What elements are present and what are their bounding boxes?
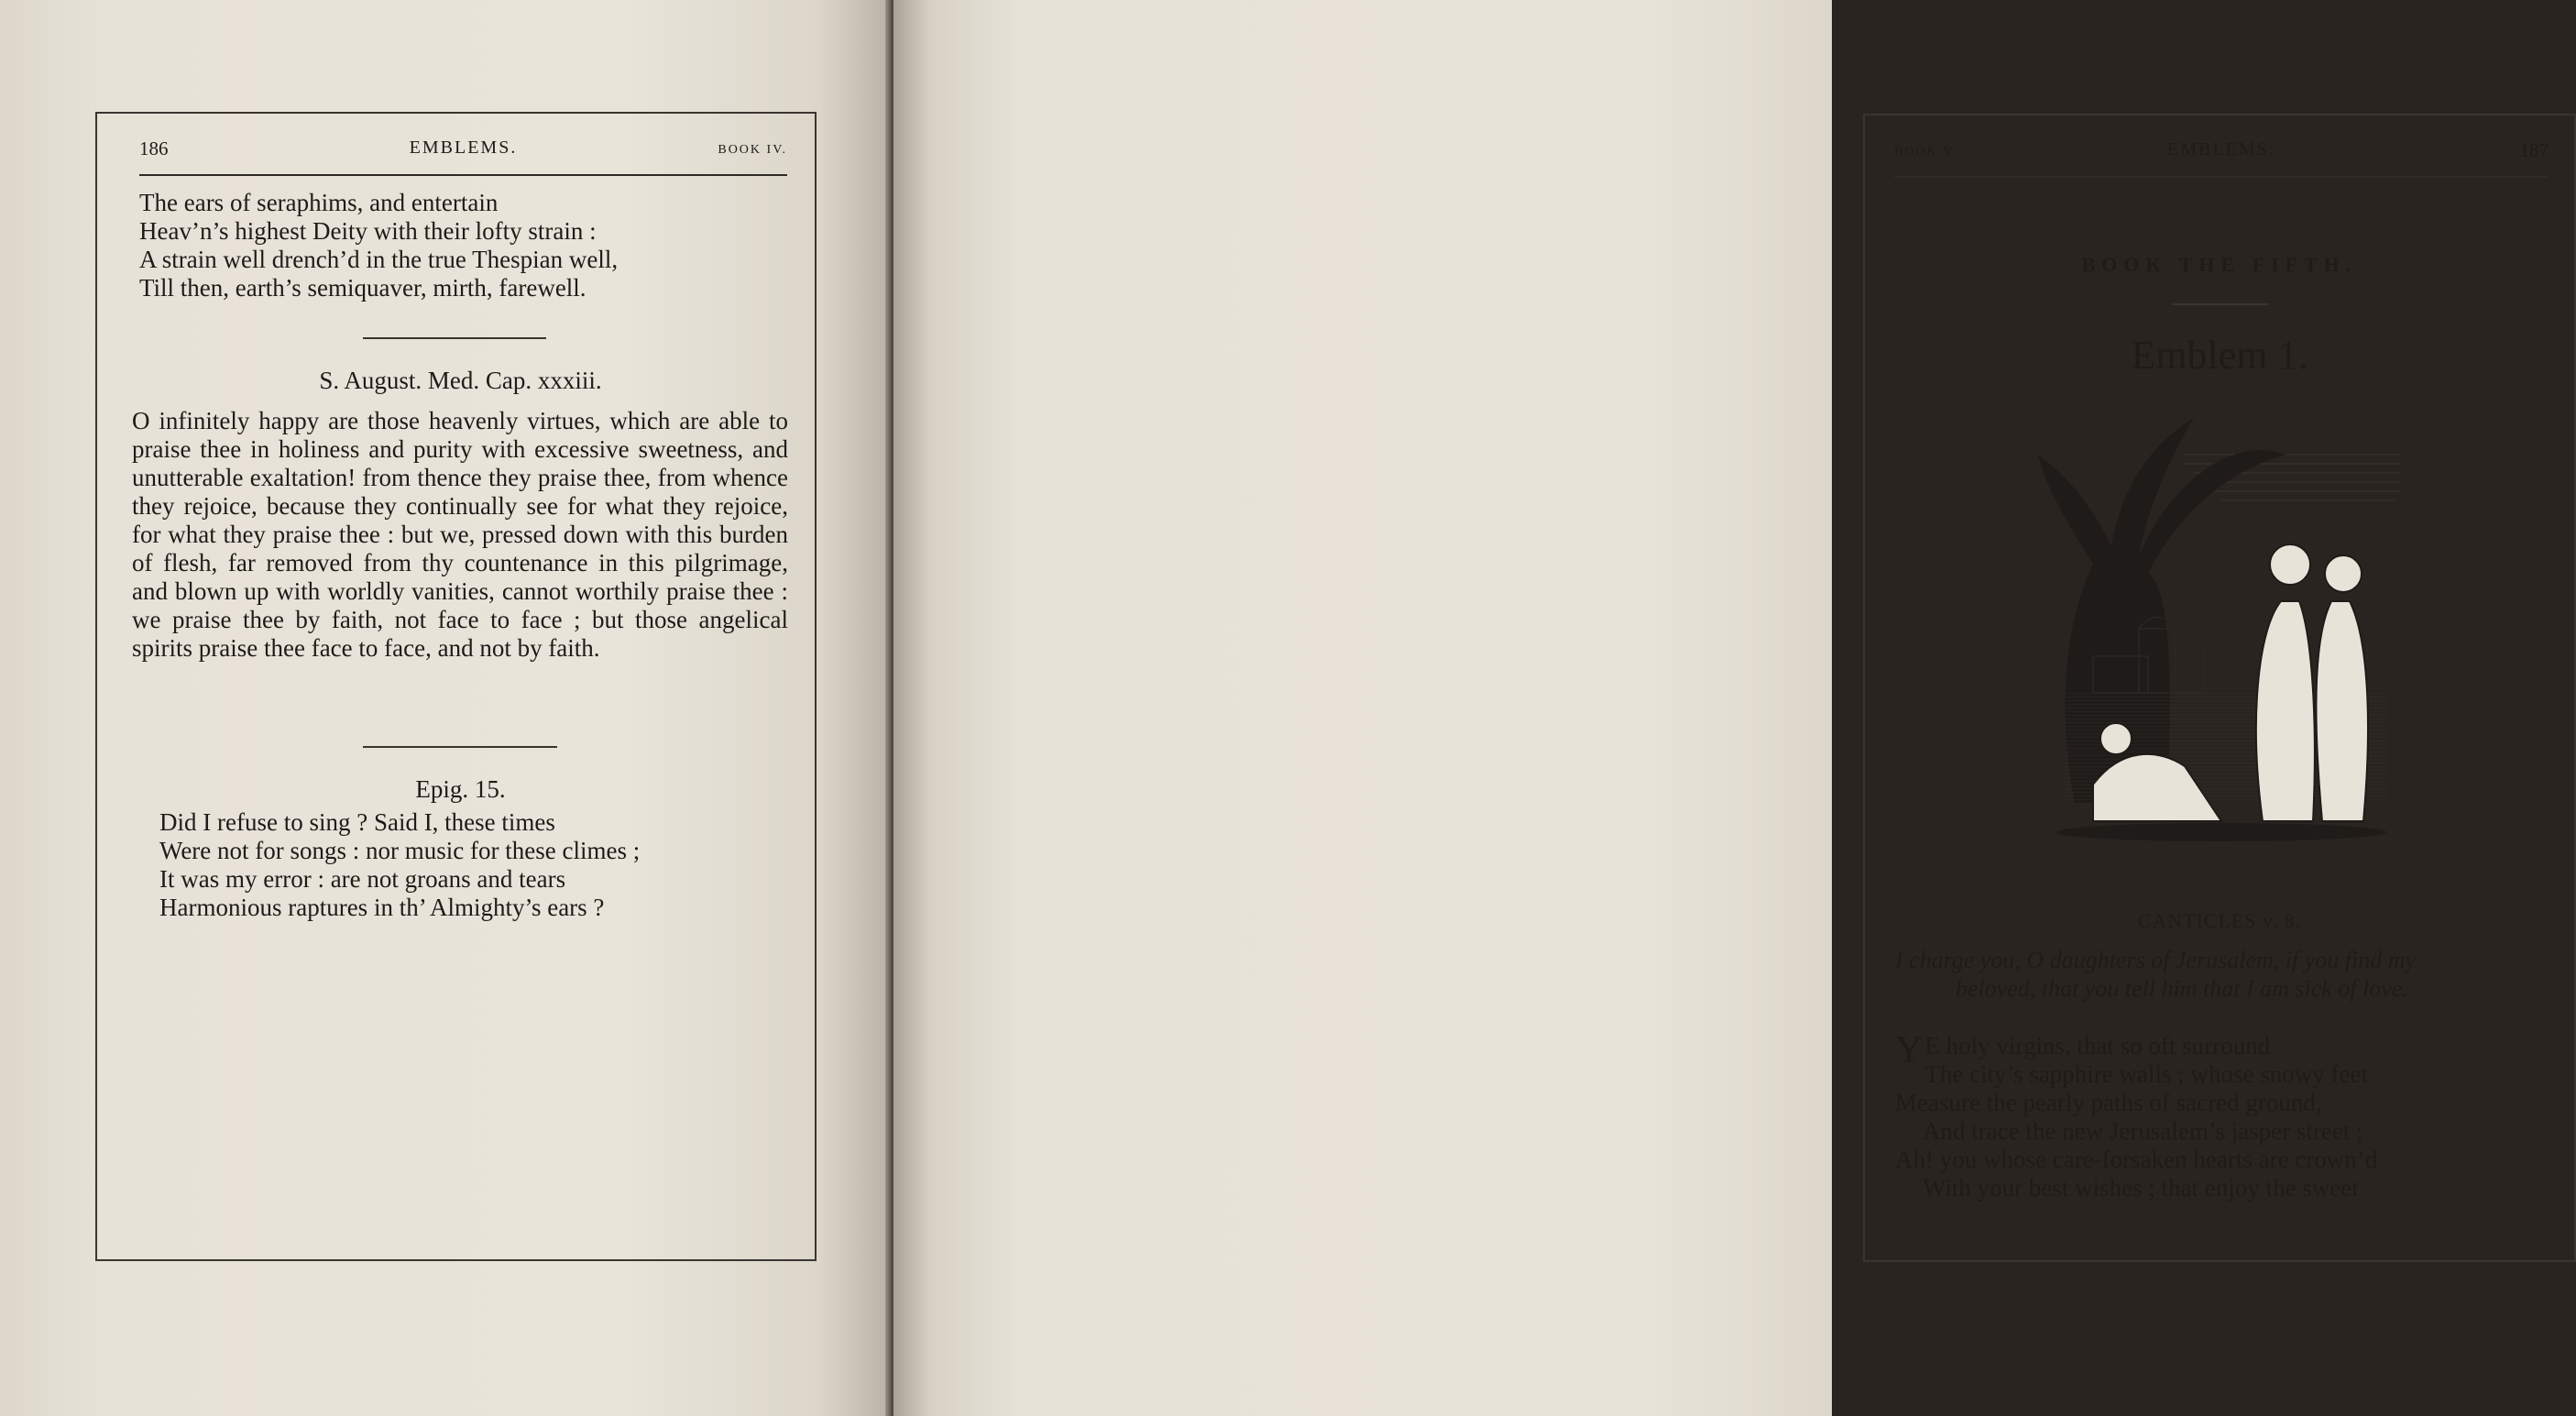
verse-line: The city’s sapphire walls ; whose snowy feet (1924, 1060, 2368, 1088)
motto (1895, 946, 2549, 1003)
section-rule (363, 337, 546, 339)
right-running-head (1894, 139, 2549, 178)
section-rule (363, 746, 557, 748)
book-title: BOOK THE FIFTH. (2081, 253, 2358, 276)
prose-paragraph: O infinitely happy are those heavenly virtues, which are able to praise thee in holiness and purity with excessive sweetness, and unutterable exaltation! from thence they praise thee, from whence they rejoice, because they continually see for what they rejoice, for what they praise thee : but we, pressed down with this burden of flesh, far removed from thy countenance in this pilgrimage, and blown up with worldly vanities, cannot worthily praise thee : we praise thee by faith, not face to face ; but those angelical spirits praise thee face to face, and not by faith. (132, 407, 788, 662)
verse-line: E holy virgins, that so oft surround (1924, 1032, 2271, 1059)
augustine-heading: S. August. Med. Cap. xxxiii. (319, 367, 602, 394)
verse-line: Ah! you whose care-forsaken hearts are crown’d (1895, 1146, 2378, 1173)
running-title: EMBLEMS. (409, 137, 518, 158)
page-number: 187 (2519, 139, 2549, 161)
verse-line: The ears of seraphims, and entertain (139, 189, 499, 216)
verse-line: Heav’n’s highest Deity with their lofty strain : (139, 217, 597, 245)
motto-line: I charge you, O daughters of Jerusalem, if you find my (1895, 947, 2417, 973)
canticles-reference: CANTICLES v. 8. (2137, 909, 2302, 932)
emblem-title: Emblem 1. (2131, 333, 2308, 378)
running-title: EMBLEMS. (2167, 139, 2275, 159)
right-page-frame (1863, 114, 2576, 1262)
engraving-illustration-icon (2038, 418, 2405, 843)
verse (1895, 1029, 2378, 1202)
verse-line: A strain well drench’d in the true Thespian well, (139, 246, 619, 273)
verse-line: Till then, earth’s semiquaver, mirth, farewell. (139, 274, 586, 302)
book-label: BOOK V. (1894, 145, 1957, 159)
verse-first-line (1895, 1029, 2377, 1071)
augustine-prose (132, 407, 788, 663)
title-rule (2173, 303, 2268, 305)
drop-cap: Y (1895, 1029, 1924, 1071)
page-number: 186 (139, 137, 169, 159)
left-page (0, 0, 891, 1416)
epigram (159, 808, 640, 922)
epigram-line: Harmonious raptures in th’ Almighty’s ears ? (159, 894, 605, 921)
verse-line: Measure the pearly paths of sacred ground, (1895, 1089, 2322, 1116)
right-page (893, 0, 2549, 1416)
verse-top (139, 189, 618, 302)
epigram-line: Did I refuse to sing ? Said I, these times (159, 808, 555, 836)
epigram-line: It was my error : are not groans and tears (159, 865, 566, 893)
book-label: BOOK IV. (718, 143, 787, 157)
epigram-line: Were not for songs : nor music for these climes ; (159, 837, 641, 864)
left-page-frame (95, 112, 817, 1261)
motto-line: beloved, that you tell him that I am sick of love. (1956, 975, 2408, 1002)
verse-line: And trace the new Jerusalem’s jasper street ; (1923, 1117, 2363, 1145)
verse-line: With your best wishes ; that enjoy the sweet (1923, 1174, 2359, 1202)
left-running-head (139, 137, 787, 176)
epig-heading: Epig. 15. (415, 775, 506, 803)
